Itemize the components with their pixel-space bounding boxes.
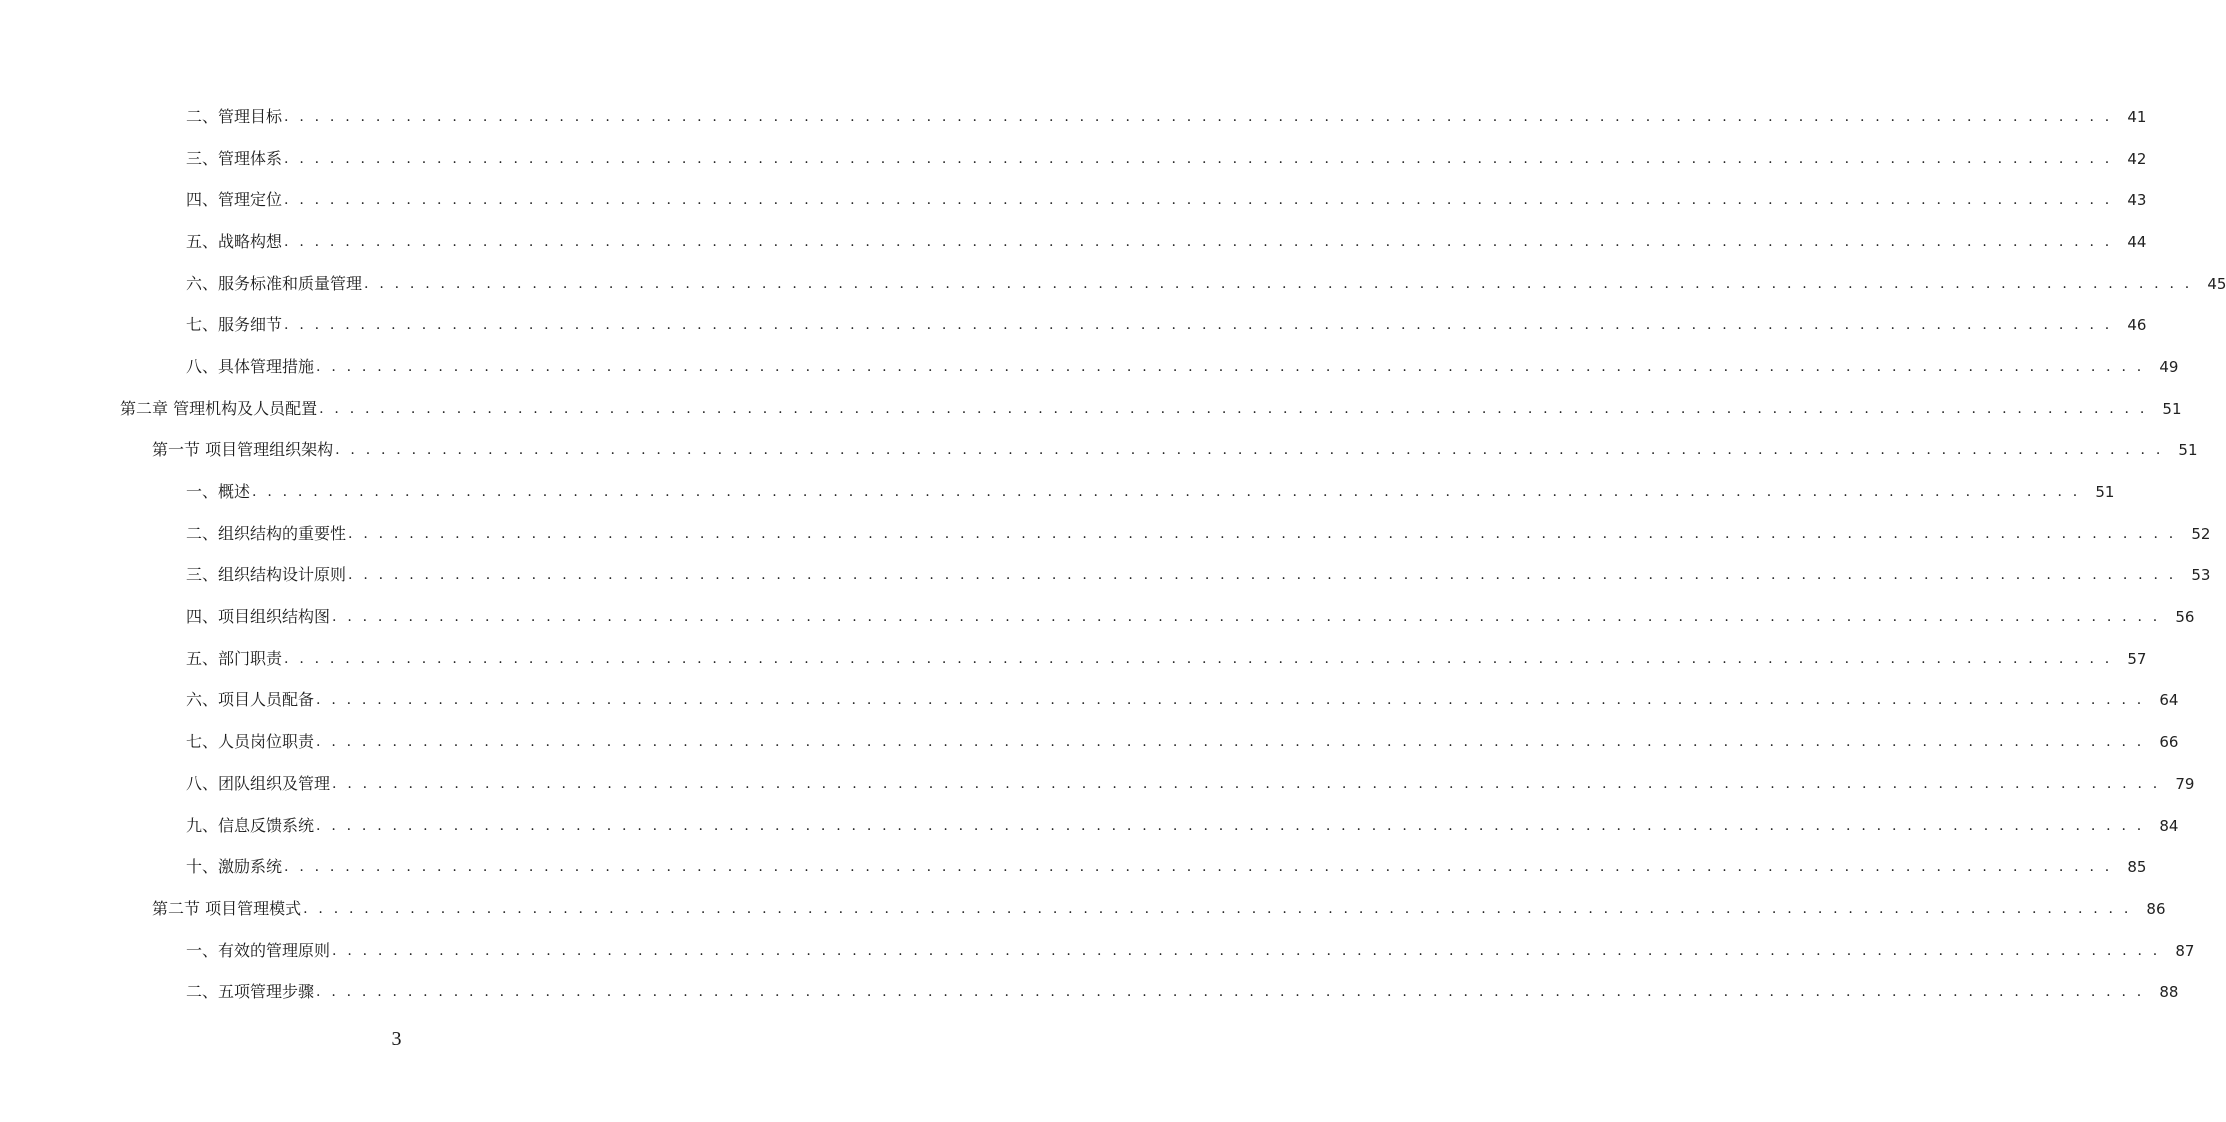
toc-entry-item[interactable] bbox=[186, 513, 2211, 555]
toc-entry-title: 七、人员岗位职责 bbox=[186, 732, 315, 752]
toc-leader-dots: . . . . . . . . . . . . . . . . . . . . . . . . . . . . . . . . . . . . . . . . . . . . . . . . . . . . . . . . . . . . . . . . . . . . . . . . . . . . . . . . . . . . . . . . . . . . . . . . . . . . . . . . . . . . . . . . . . . . . . . . bbox=[332, 775, 2161, 792]
toc-entry-item[interactable] bbox=[186, 346, 2179, 388]
toc-entry-page-number: 45 bbox=[2207, 274, 2226, 293]
toc-entry-page-number: 51 bbox=[2162, 399, 2182, 418]
toc-leader-dots: . . . . . . . . . . . . . . . . . . . . . . . . . . . . . . . . . . . . . . . . . . . . . . . . . . . . . . . . . . . . . . . . . . . . . . . . . . . . . . . . . . . . . . . . . . . . . . . . . . . . . . . . . . . . . . . . . . . . . . . . bbox=[316, 734, 2145, 751]
toc-entry-item[interactable] bbox=[186, 930, 2195, 972]
toc-entry-page-number: 46 bbox=[2127, 316, 2147, 335]
toc-entry-title: 四、项目组织结构图 bbox=[186, 607, 331, 627]
toc-entry-chapter[interactable] bbox=[120, 388, 2182, 430]
table-of-contents bbox=[0, 96, 2226, 1013]
toc-entry-item[interactable] bbox=[186, 555, 2211, 597]
toc-leader-dots: . . . . . . . . . . . . . . . . . . . . . . . . . . . . . . . . . . . . . . . . . . . . . . . . . . . . . . . . . . . . . . . . . . . . . . . . . . . . . . . . . . . . . . . . . . . . . . . . . . . . . . . . . . . . . . . . . . . . . . . . bbox=[316, 984, 2145, 1001]
toc-leader-dots: . . . . . . . . . . . . . . . . . . . . . . . . . . . . . . . . . . . . . . . . . . . . . . . . . . . . . . . . . . . . . . . . . . . . . . . . . . . . . . . . . . . . . . . . . . . . . . . . . . . . . . . . . . . . . . . . . . . . . . . . bbox=[332, 942, 2161, 959]
toc-entry-page-number: 57 bbox=[2127, 649, 2147, 668]
toc-entry-section[interactable] bbox=[152, 888, 2166, 930]
toc-entry-item[interactable] bbox=[186, 96, 2147, 138]
toc-leader-dots: . . . . . . . . . . . . . . . . . . . . . . . . . . . . . . . . . . . . . . . . . . . . . . . . . . . . . . . . . . . . . . . . . . . . . . . . . . . . . . . . . . . . . . . . . . . . . . . . . . . . . . . . . . . . . . . . . . . . . . . . bbox=[335, 442, 2164, 459]
toc-entry-item[interactable] bbox=[186, 179, 2147, 221]
toc-leader-dots: . . . . . . . . . . . . . . . . . . . . . . . . . . . . . . . . . . . . . . . . . . . . . . . . . . . . . . . . . . . . . . . . . . . . . . . . . . . . . . . . . . . . . . . . . . . . . . . . . . . . . . . . . . . . . . . . . . . . . . . . bbox=[332, 609, 2161, 626]
toc-entry-title: 第一节 项目管理组织架构 bbox=[152, 440, 334, 460]
toc-entry-title: 九、信息反馈系统 bbox=[186, 815, 315, 835]
toc-entry-item[interactable] bbox=[186, 763, 2195, 805]
toc-entry-page-number: 49 bbox=[2159, 357, 2179, 376]
toc-entry-title: 七、服务细节 bbox=[186, 315, 283, 335]
toc-entry-title: 五、部门职责 bbox=[186, 648, 283, 668]
toc-leader-dots: . . . . . . . . . . . . . . . . . . . . . . . . . . . . . . . . . . . . . . . . . . . . . . . . . . . . . . . . . . . . . . . . . . . . . . . . . . . . . . . . . . . . . . . . . . . . . . . . . . . . . . . . . . . . . . . . . . . . . . . . bbox=[284, 317, 2113, 334]
toc-entry-title: 二、组织结构的重要性 bbox=[186, 523, 347, 543]
toc-leader-dots: . . . . . . . . . . . . . . . . . . . . . . . . . . . . . . . . . . . . . . . . . . . . . . . . . . . . . . . . . . . . . . . . . . . . . . . . . . . . . . . . . . . . . . . . . . . . . . . . . . . . . . . . . . . . . . . . . . . . . . . . bbox=[348, 525, 2177, 542]
toc-entry-title: 三、组织结构设计原则 bbox=[186, 565, 347, 585]
toc-leader-dots: . . . . . . . . . . . . . . . . . . . . . . . . . . . . . . . . . . . . . . . . . . . . . . . . . . . . . . . . . . . . . . . . . . . . . . . . . . . . . . . . . . . . . . . . . . . . . . . . . . . . . . . . . . . . . . . . . . . . . . . . bbox=[284, 108, 2113, 125]
toc-entry-page-number: 79 bbox=[2175, 774, 2195, 793]
toc-entry-page-number: 51 bbox=[2095, 483, 2115, 502]
toc-entry-page-number: 88 bbox=[2159, 983, 2179, 1002]
toc-entry-item[interactable] bbox=[186, 596, 2195, 638]
toc-leader-dots: . . . . . . . . . . . . . . . . . . . . . . . . . . . . . . . . . . . . . . . . . . . . . . . . . . . . . . . . . . . . . . . . . . . . . . . . . . . . . . . . . . . . . . . . . . . . . . . . . . . . . . . . . . . . . . . . . . . . . . . . bbox=[348, 567, 2177, 584]
toc-entry-section[interactable] bbox=[152, 430, 2198, 472]
toc-leader-dots: . . . . . . . . . . . . . . . . . . . . . . . . . . . . . . . . . . . . . . . . . . . . . . . . . . . . . . . . . . . . . . . . . . . . . . . . . . . . . . . . . . . . . . . . . . . . . . . . . . . . . . . . . . . . . . . . . . . . . . . . bbox=[252, 484, 2081, 501]
toc-entry-page-number: 53 bbox=[2191, 566, 2211, 585]
toc-entry-page-number: 87 bbox=[2175, 941, 2195, 960]
toc-leader-dots: . . . . . . . . . . . . . . . . . . . . . . . . . . . . . . . . . . . . . . . . . . . . . . . . . . . . . . . . . . . . . . . . . . . . . . . . . . . . . . . . . . . . . . . . . . . . . . . . . . . . . . . . . . . . . . . . . . . . . . . . bbox=[284, 650, 2113, 667]
toc-leader-dots: . . . . . . . . . . . . . . . . . . . . . . . . . . . . . . . . . . . . . . . . . . . . . . . . . . . . . . . . . . . . . . . . . . . . . . . . . . . . . . . . . . . . . . . . . . . . . . . . . . . . . . . . . . . . . . . . . . . . . . . . bbox=[316, 692, 2145, 709]
toc-entry-page-number: 52 bbox=[2191, 524, 2211, 543]
toc-entry-title: 六、服务标准和质量管理 bbox=[186, 273, 363, 293]
toc-entry-title: 一、有效的管理原则 bbox=[186, 940, 331, 960]
toc-entry-page-number: 51 bbox=[2178, 441, 2198, 460]
toc-entry-title: 第二章 管理机构及人员配置 bbox=[120, 398, 318, 418]
toc-entry-item[interactable] bbox=[186, 263, 2226, 305]
toc-entry-page-number: 42 bbox=[2127, 149, 2147, 168]
toc-entry-page-number: 66 bbox=[2159, 733, 2179, 752]
toc-entry-title: 一、概述 bbox=[186, 482, 251, 502]
toc-entry-page-number: 41 bbox=[2127, 107, 2147, 126]
toc-entry-page-number: 84 bbox=[2159, 816, 2179, 835]
toc-entry-item[interactable] bbox=[186, 221, 2147, 263]
toc-entry-title: 十、激励系统 bbox=[186, 857, 283, 877]
toc-leader-dots: . . . . . . . . . . . . . . . . . . . . . . . . . . . . . . . . . . . . . . . . . . . . . . . . . . . . . . . . . . . . . . . . . . . . . . . . . . . . . . . . . . . . . . . . . . . . . . . . . . . . . . . . . . . . . . . . . . . . . . . . bbox=[316, 358, 2145, 375]
toc-entry-item[interactable] bbox=[186, 638, 2147, 680]
toc-entry-item[interactable] bbox=[186, 471, 2115, 513]
toc-leader-dots: . . . . . . . . . . . . . . . . . . . . . . . . . . . . . . . . . . . . . . . . . . . . . . . . . . . . . . . . . . . . . . . . . . . . . . . . . . . . . . . . . . . . . . . . . . . . . . . . . . . . . . . . . . . . . . . . . . . . . . . . bbox=[284, 859, 2113, 876]
toc-entry-title: 五、战略构想 bbox=[186, 231, 283, 251]
toc-leader-dots: . . . . . . . . . . . . . . . . . . . . . . . . . . . . . . . . . . . . . . . . . . . . . . . . . . . . . . . . . . . . . . . . . . . . . . . . . . . . . . . . . . . . . . . . . . . . . . . . . . . . . . . . . . . . . . . . . . . . . . . . bbox=[303, 900, 2132, 917]
toc-entry-page-number: 56 bbox=[2175, 608, 2195, 627]
toc-leader-dots: . . . . . . . . . . . . . . . . . . . . . . . . . . . . . . . . . . . . . . . . . . . . . . . . . . . . . . . . . . . . . . . . . . . . . . . . . . . . . . . . . . . . . . . . . . . . . . . . . . . . . . . . . . . . . . . . . . . . . . . . bbox=[284, 233, 2113, 250]
toc-entry-page-number: 44 bbox=[2127, 232, 2147, 251]
toc-entry-item[interactable] bbox=[186, 846, 2147, 888]
toc-entry-title: 六、项目人员配备 bbox=[186, 690, 315, 710]
page-number: 3 bbox=[391, 1028, 402, 1050]
toc-leader-dots: . . . . . . . . . . . . . . . . . . . . . . . . . . . . . . . . . . . . . . . . . . . . . . . . . . . . . . . . . . . . . . . . . . . . . . . . . . . . . . . . . . . . . . . . . . . . . . . . . . . . . . . . . . . . . . . . . . . . . . . . bbox=[319, 400, 2148, 417]
toc-leader-dots: . . . . . . . . . . . . . . . . . . . . . . . . . . . . . . . . . . . . . . . . . . . . . . . . . . . . . . . . . . . . . . . . . . . . . . . . . . . . . . . . . . . . . . . . . . . . . . . . . . . . . . . . . . . . . . . . . . . . . . . . bbox=[364, 275, 2193, 292]
toc-entry-item[interactable] bbox=[186, 721, 2179, 763]
toc-leader-dots: . . . . . . . . . . . . . . . . . . . . . . . . . . . . . . . . . . . . . . . . . . . . . . . . . . . . . . . . . . . . . . . . . . . . . . . . . . . . . . . . . . . . . . . . . . . . . . . . . . . . . . . . . . . . . . . . . . . . . . . . bbox=[284, 192, 2113, 209]
toc-leader-dots: . . . . . . . . . . . . . . . . . . . . . . . . . . . . . . . . . . . . . . . . . . . . . . . . . . . . . . . . . . . . . . . . . . . . . . . . . . . . . . . . . . . . . . . . . . . . . . . . . . . . . . . . . . . . . . . . . . . . . . . . bbox=[284, 150, 2113, 167]
toc-entry-page-number: 86 bbox=[2146, 899, 2166, 918]
toc-entry-item[interactable] bbox=[186, 138, 2147, 180]
toc-entry-page-number: 43 bbox=[2127, 191, 2147, 210]
toc-entry-title: 八、团队组织及管理 bbox=[186, 773, 331, 793]
toc-entry-title: 四、管理定位 bbox=[186, 190, 283, 210]
toc-entry-title: 八、具体管理措施 bbox=[186, 356, 315, 376]
toc-entry-title: 二、管理目标 bbox=[186, 106, 283, 126]
toc-entry-item[interactable] bbox=[186, 680, 2179, 722]
toc-entry-item[interactable] bbox=[186, 971, 2179, 1013]
toc-leader-dots: . . . . . . . . . . . . . . . . . . . . . . . . . . . . . . . . . . . . . . . . . . . . . . . . . . . . . . . . . . . . . . . . . . . . . . . . . . . . . . . . . . . . . . . . . . . . . . . . . . . . . . . . . . . . . . . . . . . . . . . . bbox=[316, 817, 2145, 834]
toc-entry-title: 二、五项管理步骤 bbox=[186, 982, 315, 1002]
toc-entry-page-number: 85 bbox=[2127, 858, 2147, 877]
toc-entry-page-number: 64 bbox=[2159, 691, 2179, 710]
toc-entry-item[interactable] bbox=[186, 304, 2147, 346]
toc-entry-title: 三、管理体系 bbox=[186, 148, 283, 168]
toc-entry-item[interactable] bbox=[186, 805, 2179, 847]
toc-entry-title: 第二节 项目管理模式 bbox=[152, 898, 302, 918]
